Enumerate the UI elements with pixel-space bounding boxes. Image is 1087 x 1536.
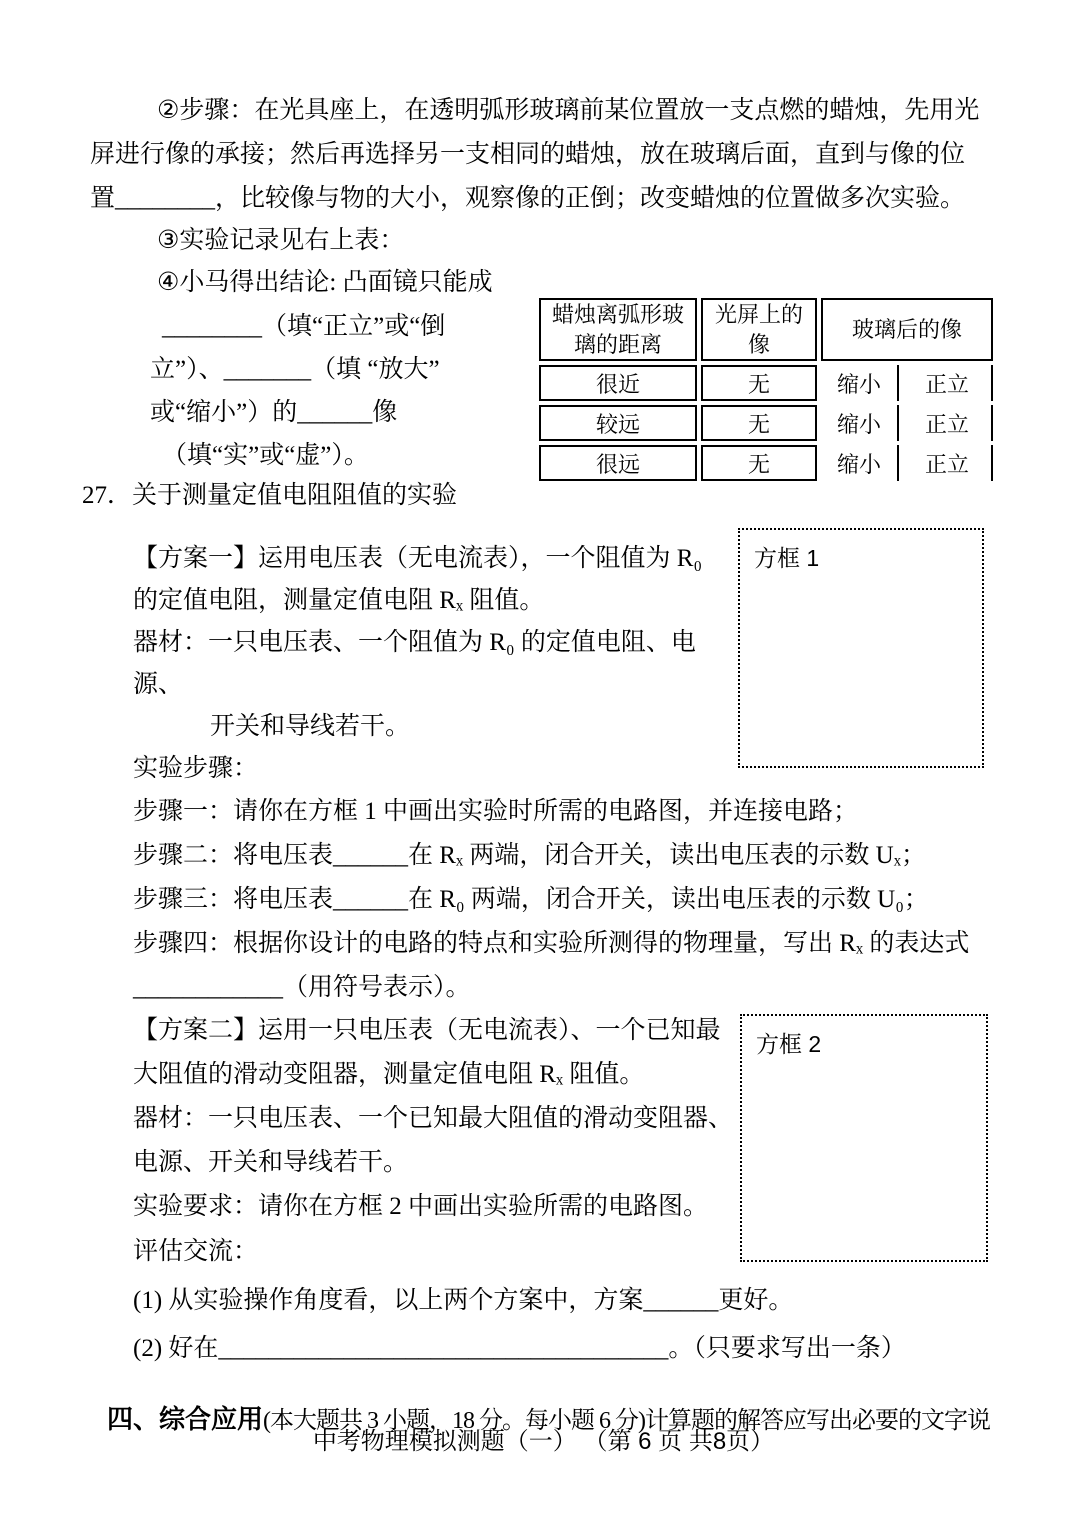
page-footer: 中考物理模拟测题（一） （第 6 页 共8页） (312, 1428, 775, 1455)
step-line: 步骤二：将电压表______在 Rₓ 两端，闭合开关，读出电压表的示数 Uₓ； (133, 842, 926, 869)
question-27-title: 27．关于测量定值电阻阻值的实验 (82, 482, 458, 509)
table-cell: 正立 (903, 445, 993, 481)
answer-box-2 (740, 1014, 988, 1262)
table-row (539, 445, 993, 481)
intro-line: 屏进行像的承接；然后再选择另一支相同的蜡烛，放在玻璃后面，直到与像的位 (90, 141, 966, 168)
step-line: ____________（用符号表示）。 (133, 974, 471, 1001)
table-cell: 缩小 (821, 365, 899, 401)
plan1-line: 器材：一只电压表、一个阻值为 R₀ 的定值电阻、电 (133, 629, 696, 656)
results-table (535, 294, 997, 485)
step3-line: ③实验记录见右上表： (157, 227, 405, 254)
step-line: 步骤一：请你在方框 1 中画出实验时所需的电路图，并连接电路； (133, 798, 859, 825)
table-cell: 无 (701, 445, 817, 481)
plan2-line: 【方案二】运用一只电压表（无电流表）、一个已知最 (133, 1017, 721, 1044)
step-line: 步骤四：根据你设计的电路的特点和实验所测得的物理量，写出 Rₓ 的表达式 (133, 930, 970, 957)
answer-box-1 (738, 528, 984, 768)
step-line: 实验步骤： (133, 755, 259, 782)
table-cell: 很近 (539, 365, 697, 401)
table-header-row (539, 298, 993, 361)
table-cell: 无 (701, 365, 817, 401)
table-row (539, 405, 993, 441)
eval-line: (1) 从实验操作角度看，以上两个方案中，方案______更好。 (133, 1287, 794, 1314)
plan2-line: 器材：一只电压表、一个已知最大阻值的滑动变阻器、 (133, 1105, 734, 1132)
plan1-line: 开关和导线若干。 (210, 713, 411, 740)
plan1-line: 源、 (133, 671, 184, 698)
plan2-line: 电源、开关和导线若干。 (133, 1149, 409, 1176)
answer-box-2-label: 方框 2 (756, 1031, 822, 1057)
answer-box-1-label: 方框 1 (754, 545, 820, 571)
table-header-cell: 蜡烛离弧形玻璃的距离 (539, 298, 697, 361)
plan1-line: 的定值电阻，测量定值电阻 Rₓ 阻值。 (133, 587, 545, 614)
table-cell: 正立 (903, 405, 993, 441)
plan2-line: 大阻值的滑动变阻器，测量定值电阻 Rₓ 阻值。 (133, 1061, 645, 1088)
conclusion-line: 或“缩小”）的______像 (150, 399, 398, 426)
plan2-line: 评估交流： (133, 1238, 259, 1265)
table-cell: 缩小 (821, 405, 899, 441)
conclusion-line: 立”）、_______（填 “放大” (150, 356, 440, 383)
section4-label: 四、综合应用 (107, 1403, 264, 1434)
conclusion-line: （填“实”或“虚”）。 (162, 442, 369, 469)
table-cell: 很远 (539, 445, 697, 481)
conclusion-line: ④小马得出结论: 凸面镜只能成 (157, 269, 493, 296)
section4-description: (本大题共 3 小题，18 分。每小题 6 分)计算题的解答应写出必要的文字说 (263, 1407, 990, 1434)
conclusion-line: ________（填“正立”或“倒 (162, 313, 446, 340)
plan1-line: 【方案一】运用电压表（无电流表），一个阻值为 R₀ (133, 545, 703, 572)
table-cell: 较远 (539, 405, 697, 441)
intro-line: ②步骤：在光具座上，在透明弧形玻璃前某位置放一支点燃的蜡烛，先用光 (157, 97, 980, 124)
table-cell: 无 (701, 405, 817, 441)
table-cell: 缩小 (821, 445, 899, 481)
plan2-line: 实验要求：请你在方框 2 中画出实验所需的电路图。 (133, 1193, 709, 1220)
table-row (539, 365, 993, 401)
table-cell: 正立 (903, 365, 993, 401)
table-header-cell: 玻璃后的像 (821, 298, 993, 361)
step-line: 步骤三：将电压表______在 R₀ 两端，闭合开关，读出电压表的示数 U₀； (133, 886, 929, 913)
eval-line: (2) 好在____________________________________。（只要求写出一条） (133, 1335, 906, 1362)
table-header-cell: 光屏上的像 (701, 298, 817, 361)
intro-line: 置________，比较像与物的大小，观察像的正倒；改变蜡烛的位置做多次实验。 (90, 185, 966, 212)
